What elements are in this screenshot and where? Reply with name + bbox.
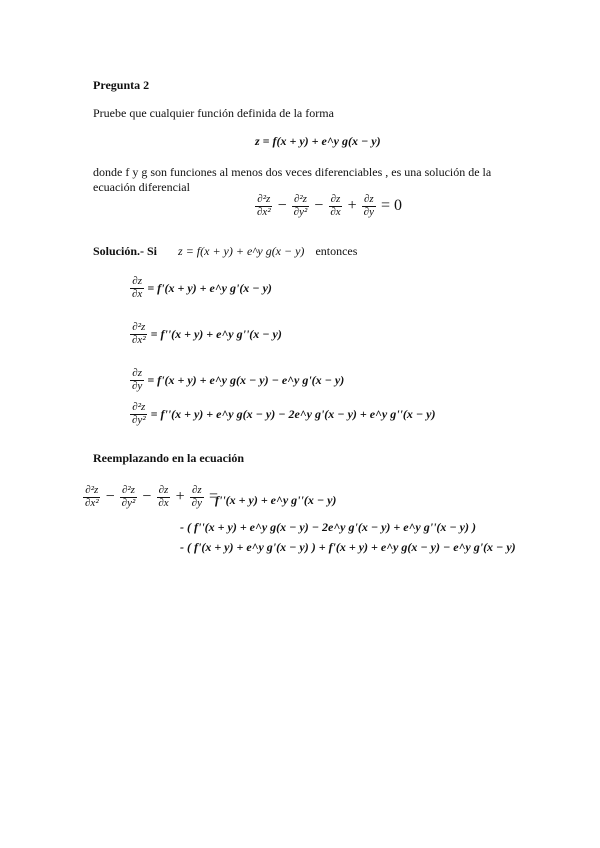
derivative-fraction: $\frac{\text{∂²z}}{\text{∂x²}}$ (132, 321, 146, 346)
pde-term-1: $\frac{\text{∂²z}}{\text{∂x²}}$ (257, 193, 271, 218)
derivative-line (130, 368, 344, 392)
solution-given: z = f(x + y) + e^y g(x − y) (178, 244, 305, 258)
lhs-op-2: − (142, 488, 152, 506)
pde-term-2: $\frac{\text{∂²z}}{\text{∂y²}}$ (293, 193, 308, 218)
lhs-term-4: $\frac{\partial z}{\partial y}$ (191, 484, 202, 509)
replace-line-1: f''(x + y) + e^y g''(x − y) (215, 493, 337, 507)
derivative-fraction: $\frac{\text{∂²z}}{\text{∂y²}}$ (132, 401, 146, 426)
derivative-line (130, 402, 435, 426)
derivative-expression: = f''(x + y) + e^y g(x − y) − 2e^y g'(x − y) + e^y g''(x − y) (150, 406, 436, 421)
derivative-fraction: $\frac{\partial z}{\partial y}$ (132, 367, 143, 392)
derivative-fraction: $\frac{\partial z}{\partial x}$ (132, 275, 143, 300)
lhs-term-3: $\frac{\partial z}{\partial x}$ (158, 484, 169, 509)
solution-then: entonces (315, 244, 358, 258)
statement-formula: z = f(x + y) + e^y g(x − y) (255, 134, 381, 148)
lhs-op-3: + (175, 488, 185, 506)
replace-label: Reemplazando en la ecuación (93, 451, 244, 465)
pde-op-3: + (347, 197, 357, 215)
pde-equation (255, 194, 404, 218)
derivative-expression: = f''(x + y) + e^y g''(x − y) (150, 326, 282, 341)
statement-where: donde f y g son funciones al menos dos veces diferenciables , es una solución de la (93, 165, 492, 179)
statement-where-2: ecuación diferencial (93, 180, 190, 194)
solution-header (93, 244, 357, 259)
replace-line-3: - ( f'(x + y) + e^y g'(x − y) ) + f'(x + y) + e^y g(x − y) − e^y g'(x − y) (180, 540, 516, 554)
replace-lhs (83, 485, 220, 509)
lhs-op-1: − (105, 488, 115, 506)
derivative-expression: = f'(x + y) + e^y g'(x − y) (147, 280, 272, 295)
pde-rhs: = 0 (381, 197, 403, 215)
pde-op-1: − (277, 197, 287, 215)
pde-op-2: − (314, 197, 324, 215)
solution-label: Solución.- Si (93, 244, 158, 258)
pde-term-3: $\frac{\partial z}{\partial x}$ (330, 193, 341, 218)
lhs-equals: = (209, 488, 219, 506)
derivative-expression: = f'(x + y) + e^y g(x − y) − e^y g'(x − y) (147, 372, 345, 387)
statement-intro: Pruebe que cualquier función definida de la forma (93, 106, 334, 120)
pde-term-4: $\frac{\partial z}{\partial y}$ (363, 193, 374, 218)
replace-line-2: - ( f''(x + y) + e^y g(x − y) − 2e^y g'(x − y) + e^y g''(x − y) ) (180, 520, 476, 534)
lhs-term-1: $\frac{\text{∂²z}}{\text{∂x²}}$ (85, 484, 99, 509)
derivative-line (130, 276, 272, 300)
derivative-line (130, 322, 282, 346)
question-title: Pregunta 2 (93, 78, 150, 92)
lhs-term-2: $\frac{\text{∂²z}}{\text{∂y²}}$ (121, 484, 136, 509)
